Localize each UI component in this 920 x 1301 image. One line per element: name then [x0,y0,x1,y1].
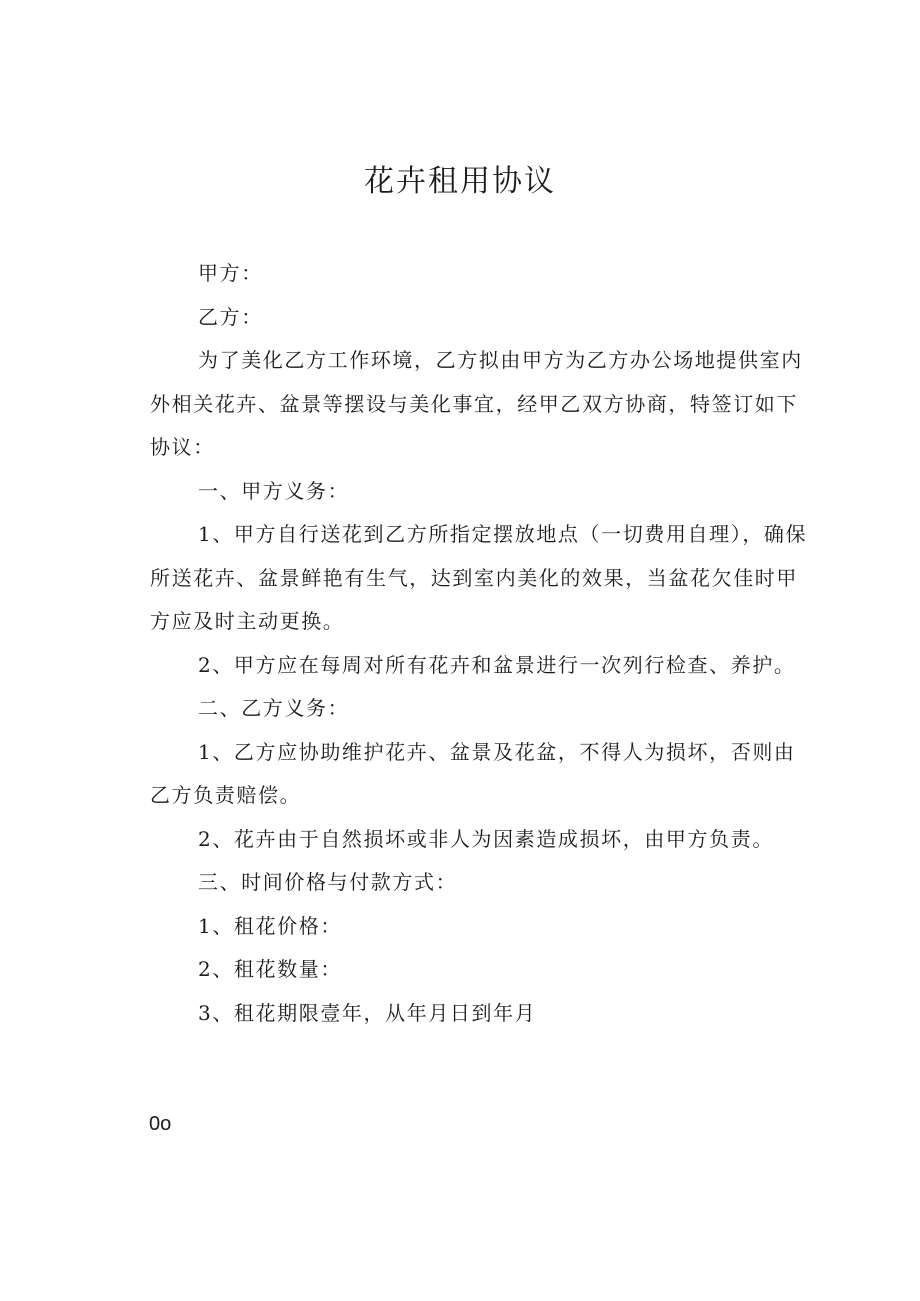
party-b-duty-1: 1、乙方应协助维护花卉、盆景及花盆，不得人为损坏，否则由乙方负责赔偿。 [150,739,796,807]
party-a-duty-2: 2、甲方应在每周对所有花卉和盆景进行一次列行检查、养护。 [198,652,796,677]
section-heading-party-a-duties: 一、甲方义务： [198,478,350,503]
party-b-line: 乙方： [198,304,263,329]
trailing-text-fragment: 0o [149,1113,172,1135]
rental-price-line: 1、租花价格： [198,913,342,938]
party-a-duty-1: 1、甲方自行送花到乙方所指定摆放地点（一切费用自理），确保所送花卉、盆景鲜艳有生气，达到室内美化的效果，当盆花欠佳时甲方应及时主动更换。 [150,522,808,633]
document-body [150,252,810,1035]
rental-term-line: 3、租花期限壹年，从年月日到年月 [198,1000,537,1025]
party-a-line: 甲方： [198,261,263,285]
preamble-paragraph: 为了美化乙方工作环境，乙方拟由甲方为乙方办公场地提供室内外相关花卉、盆景等摆设与美化事宜，经甲乙双方协商，特签订如下协议： [150,348,803,459]
party-b-duty-2: 2、花卉由于自然损坏或非人为因素造成损坏，由甲方负责。 [198,826,774,851]
document-title: 花卉租用协议 [364,164,556,199]
rental-quantity-line: 2、租花数量： [198,957,342,981]
section-heading-time-price-payment: 三、时间价格与付款方式： [198,870,458,894]
section-heading-party-b-duties: 二、乙方义务： [198,696,350,720]
